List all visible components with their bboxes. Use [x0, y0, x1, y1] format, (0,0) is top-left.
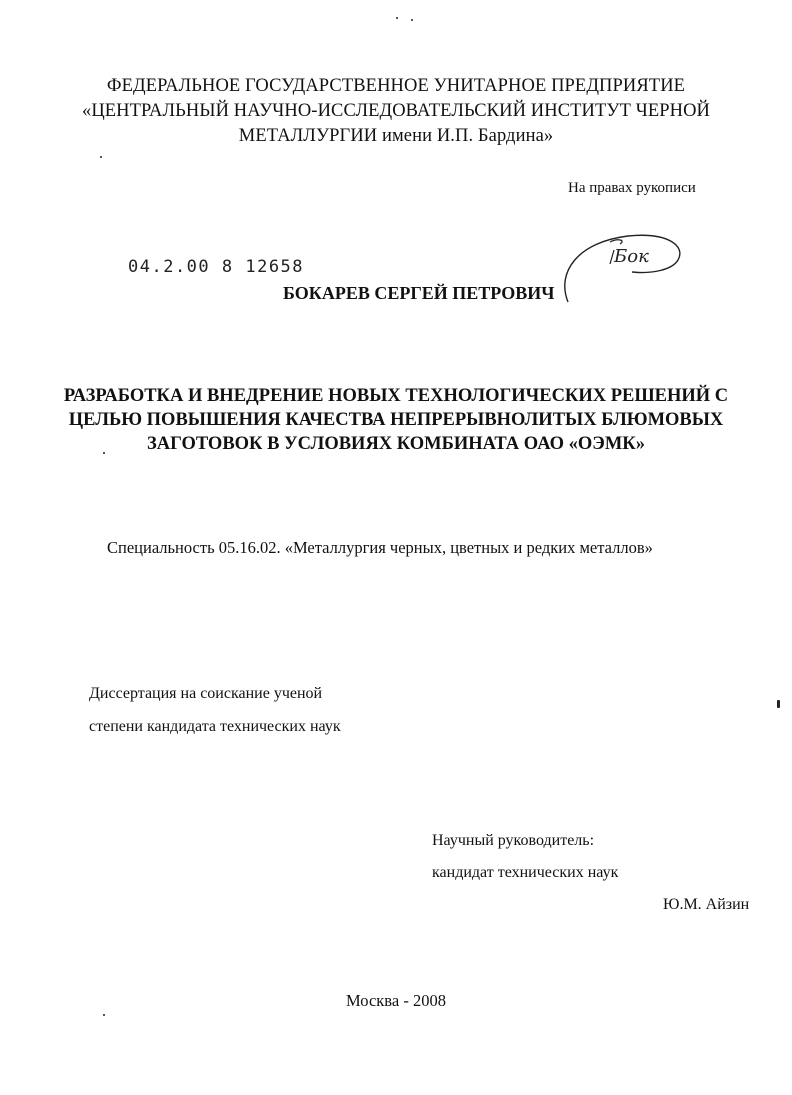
manuscript-rights: На правах рукописи — [568, 180, 696, 196]
organization-line-3: МЕТАЛЛУРГИИ имени И.П. Бардина» — [238, 126, 554, 146]
scan-speck — [103, 452, 105, 454]
city-year: Москва - 2008 — [346, 991, 446, 1010]
organization-line-2: «ЦЕНТРАЛЬНЫЙ НАУЧНО-ИССЛЕДОВАТЕЛЬСКИЙ ИНСТИТУТ ЧЕРНОЙ — [81, 101, 711, 121]
title-line-2: ЦЕЛЬЮ ПОВЫШЕНИЯ КАЧЕСТВА НЕПРЕРЫВНОЛИТЫХ БЛЮМОВЫХ — [68, 410, 724, 430]
title-line-3: ЗАГОТОВОК В УСЛОВИЯХ КОМБИНАТА ОАО «ОЭМК» — [147, 434, 645, 454]
supervisor-name: Ю.М. Айзин — [663, 896, 750, 913]
scan-speck — [100, 156, 102, 158]
dissertation-title — [0, 384, 792, 456]
scan-speck — [411, 19, 413, 21]
author-name: БОКАРЕВ СЕРГЕЙ ПЕТРОВИЧ — [283, 283, 555, 303]
supervisor-role: Научный руководитель: — [432, 832, 595, 849]
registration-number: 04.2.00 8 12658 — [128, 257, 305, 277]
scan-speck — [103, 1014, 105, 1016]
scan-speck — [777, 700, 780, 708]
organization-header — [0, 74, 792, 149]
signature-letters: Бок — [614, 246, 649, 267]
organization-line-1: ФЕДЕРАЛЬНОЕ ГОСУДАРСТВЕННОЕ УНИТАРНОЕ ПРЕДПРИЯТИЕ — [106, 76, 686, 96]
title-line-1: РАЗРАБОТКА И ВНЕДРЕНИЕ НОВЫХ ТЕХНОЛОГИЧЕСКИХ РЕШЕНИЙ С — [63, 386, 729, 406]
scan-speck — [396, 17, 398, 19]
author-signature — [548, 222, 688, 320]
dissertation-line-1: Диссертация на соискание ученой — [89, 685, 323, 702]
dissertation-line-2: степени кандидата технических наук — [89, 718, 341, 735]
specialty: Специальность 05.16.02. «Металлургия черных, цветных и редких металлов» — [107, 538, 653, 557]
supervisor-degree: кандидат технических наук — [432, 864, 619, 881]
